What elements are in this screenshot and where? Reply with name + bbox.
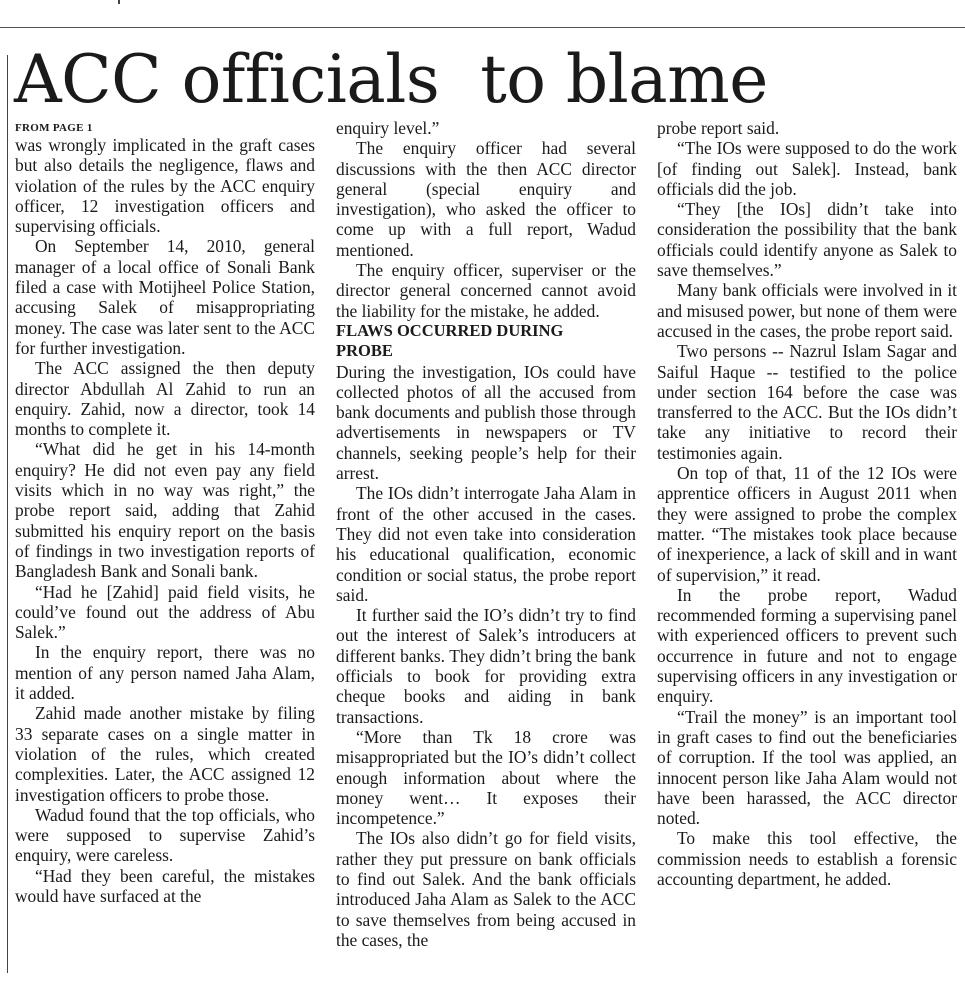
paragraph: The IOs also didn’t go for field visits, rather they put pressure on bank officials to find out Salek. And the bank officials introduced Jaha Alam as Salek to the ACC to save themselves from being accused in the cases, the [336,828,636,950]
paragraph: “The IOs were supposed to do the work [of finding out Salek]. Instead, bank officials did the job. [657,138,957,199]
paragraph: “Had they been careful, the mistakes would have surfaced at the [15,865,315,906]
paragraph: The ACC assigned the then deputy director Abdullah Al Zahid to run an enquiry. Zahid, now a director, took 14 months to complete it. [15,358,315,440]
paragraph: To make this tool effective, the commission needs to establish a forensic accounting department, he added. [657,828,957,889]
paragraph: On September 14, 2010, general manager of a local office of Sonali Bank filed a case with Motijheel Police Station, accusing Salek of misappropriating money. The case was later sent to the ACC for further investigation. [15,236,315,358]
paragraph: Wadud found that the top officials, who were supposed to supervise Zahid’s enquiry, were careless. [15,804,315,866]
paragraph: During the investigation, IOs could have collected photos of all the accused from bank documents and publish those through advertisements in newspapers or TV channels, seeking people’s help for their arrest. [336,361,636,484]
article-column-2 [336,118,636,950]
paragraph: It further said the IO’s didn’t try to find out the interest of Salek’s introducers at different banks. They didn’t bring the bank officials to book for providing extra cheque books and aiding in bank transactions. [336,605,636,727]
paragraph: “More than Tk 18 crore was misappropriated but the IO’s didn’t collect enough information about where the money went… It exposes their incompetence.” [336,726,636,829]
column-rule [7,55,8,973]
paragraph: “Had he [Zahid] paid field visits, he could’ve found out the address of Abu Salek.” [15,581,315,643]
paragraph: was wrongly implicated in the graft cases but also details the negligence, flaws and violation of the rules by the ACC enquiry officer, 12 investigation officers and supervising officials. [15,135,315,237]
continuation-kicker: FROM PAGE 1 [15,122,93,134]
paragraph: enquiry level.” [336,118,440,138]
paragraph: “Trail the money” is an important tool in graft cases to find out the beneficiaries of corruption. If the tool was applied, an innocent person like Jaha Alam would not have been harassed, the ACC director noted. [657,706,957,829]
article-column-3 [657,118,957,889]
section-subhead: FLAWS OCCURRED DURING PROBE [336,320,564,361]
paragraph: The IOs didn’t interrogate Jaha Alam in front of the other accused in the cases. They did not even take into consideration his educational qualification, economic condition or social status, the probe report said. [336,483,636,605]
paragraph: On top of that, 11 of the 12 IOs were apprentice officers in August 2011 when they were assigned to probe the complex matter. “The mistakes took place because of inexperience, a lack of skill and in want of supervision,” it read. [657,463,957,585]
paragraph: probe report said. [657,118,780,138]
paragraph: In the enquiry report, there was no mention of any person named Jaha Alam, it added. [15,642,315,704]
paragraph: “They [the IOs] didn’t take into consideration the possibility that the bank officials could identify anyone as Salek to save themselves.” [657,199,957,281]
paragraph: Zahid made another mistake by filing 33 separate cases on a single matter in violation of the rules, which created complexities. Later, the ACC assigned 12 investigation officers to probe those. [15,703,315,805]
headline: ACC officials to blame [14,41,768,118]
paragraph: “What did he get in his 14-month enquiry? He did not even pay any field visits which in no way was right,” the probe report said, adding that Zahid submitted his enquiry report on the basis of findings in two investigation reports of Bangladesh Bank and Sonali bank. [15,439,315,582]
article-column-1 [15,122,315,906]
paragraph: The enquiry officer, superviser or the director general concerned cannot avoid the liability for the mistake, he added. [336,260,636,321]
paragraph: The enquiry officer had several discussions with the then ACC director general (special enquiry and investigation), who asked the officer to come up with a full report, Wadud mentioned. [336,138,636,260]
top-divider [0,27,965,28]
paragraph: Two persons -- Nazrul Islam Sagar and Saiful Haque -- testified to the police under section 164 before the case was transferred to the ACC. But the IOs didn’t take any initiative to record their testimonies again. [657,341,957,463]
top-edge-mark [118,0,120,4]
paragraph: Many bank officials were involved in it and misused power, but none of them were accused in the cases, the probe report said. [657,280,957,341]
paragraph: In the probe report, Wadud recommended forming a supervising panel with experienced officers to prevent such occurrence in future and not to engage supervising officers in any investigation or enquiry. [657,584,957,707]
